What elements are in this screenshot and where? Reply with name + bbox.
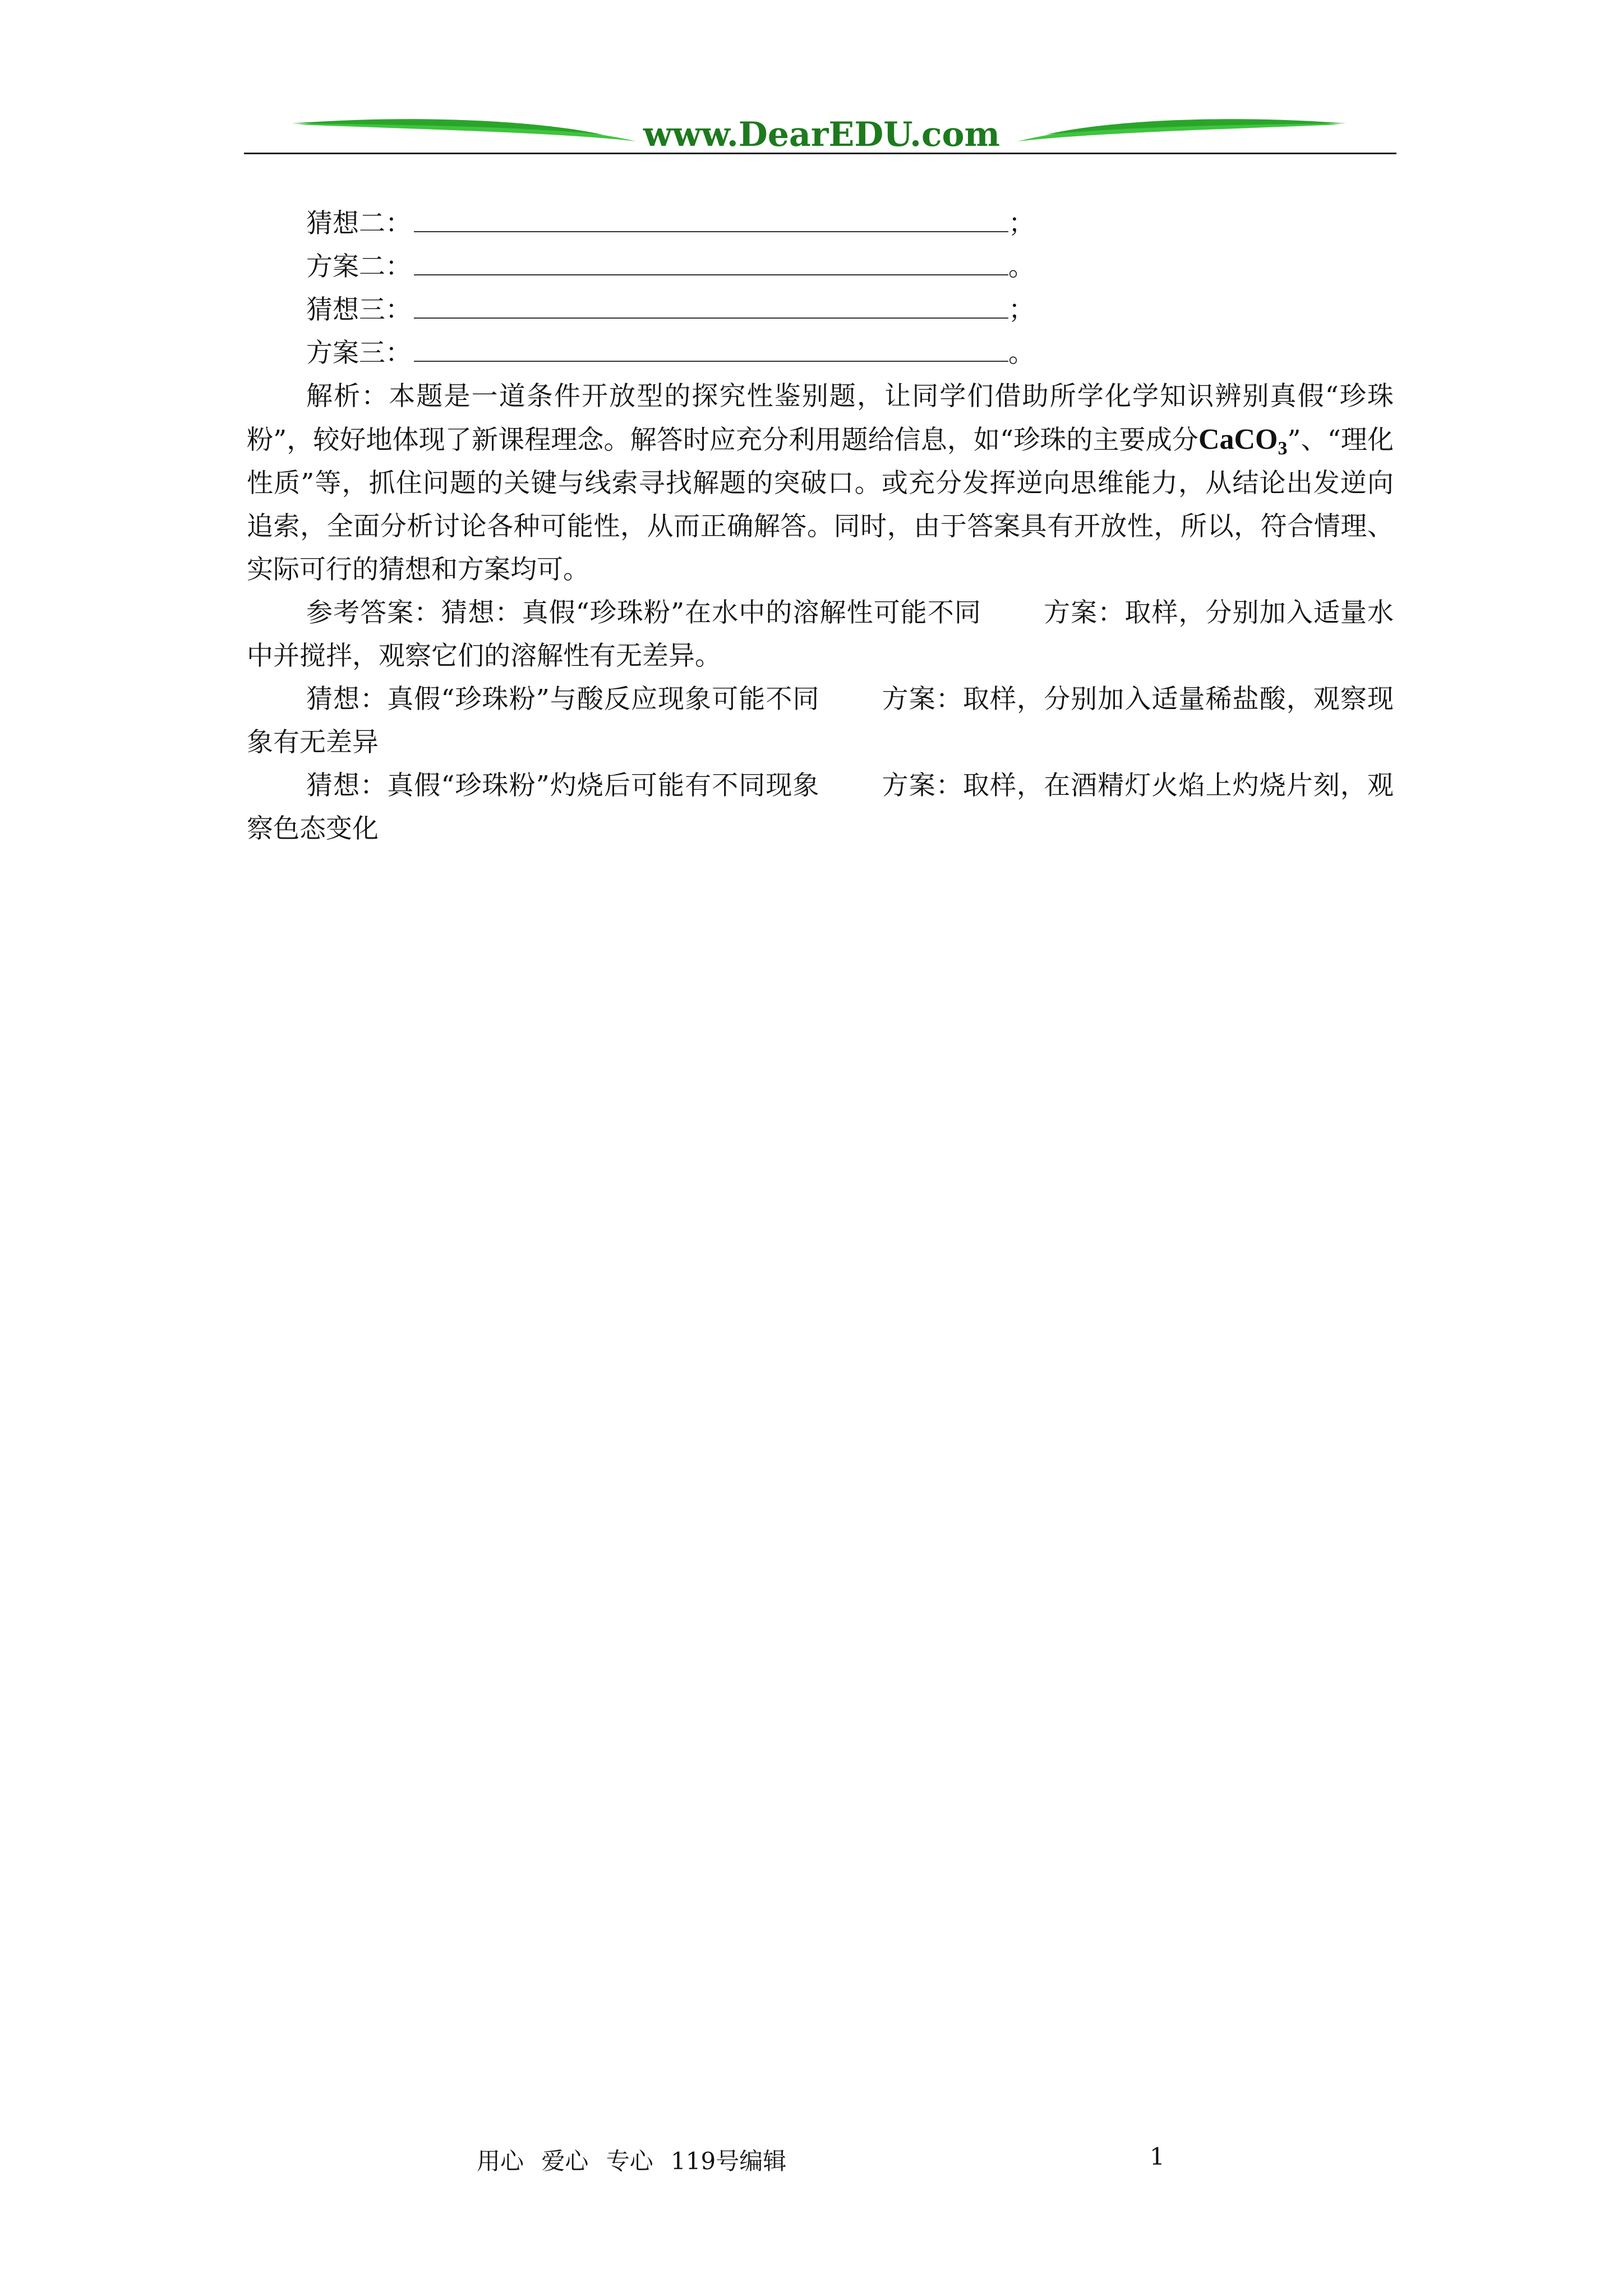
answer-plan: 方案：取样，在酒精灯火焰上灼烧片刻，观察色态变化 bbox=[247, 770, 1394, 844]
fill-in-label: 猜想三： bbox=[306, 295, 412, 325]
site-logo-banner bbox=[244, 112, 1396, 157]
logo-swoosh-graphic bbox=[244, 112, 1396, 157]
answer-paragraph bbox=[247, 591, 1394, 678]
fill-in-label: 猜想二： bbox=[306, 208, 412, 239]
answer-guess: 猜想：真假“珍珠粉”灼烧后可能有不同现象 bbox=[306, 770, 820, 801]
footer-credit: 用心 爱心 专心 119号编辑 bbox=[477, 2147, 787, 2175]
answer-blank bbox=[414, 335, 1008, 362]
answer-guess: 参考答案：猜想：真假“珍珠粉”在水中的溶解性可能不同 bbox=[306, 597, 982, 628]
formula-subscript: 3 bbox=[1278, 438, 1288, 459]
fill-in-line bbox=[247, 245, 1394, 288]
formula-main: CaCO bbox=[1198, 424, 1278, 455]
answer-blank bbox=[414, 205, 1008, 232]
fill-in-end: 。 bbox=[1008, 251, 1035, 282]
fill-in-end: ； bbox=[1008, 208, 1035, 239]
analysis-text-1: 解析：本题是一道条件开放型的探究性鉴别题，让同学们借助所学化学知识辨别真假“珍珠粉”，较好地体现了新课程理念。解答时应充分利用题给信息，如“珍珠的主要成分 bbox=[247, 381, 1394, 455]
answer-plan: 方案：取样，分别加入适量稀盐酸，观察现象有无差异 bbox=[247, 684, 1394, 758]
answer-blank bbox=[414, 292, 1008, 319]
fill-in-end: 。 bbox=[1008, 338, 1035, 369]
fill-in-label: 方案三： bbox=[306, 338, 412, 369]
analysis-paragraph bbox=[247, 375, 1394, 591]
fill-in-line bbox=[247, 202, 1394, 245]
answer-paragraph bbox=[247, 678, 1394, 764]
document-body bbox=[247, 202, 1394, 850]
logo-text: www.DearEDU.com bbox=[643, 115, 1000, 154]
fill-in-line bbox=[247, 288, 1394, 332]
chemical-formula bbox=[1198, 424, 1288, 459]
page-number: 1 bbox=[1150, 2143, 1165, 2170]
analysis-text-2: ”、“理化性质”等，抓住问题的关键与线索寻找解题的突破口。或充分发挥逆向思维能力，从结论出发逆向追索，全面分析讨论各种可能性，从而正确解答。同时，由于答案具有开放性，所以，符合情理、实际可行的猜想和方案均可。 bbox=[247, 425, 1394, 585]
fill-in-label: 方案二： bbox=[306, 251, 412, 282]
answer-guess: 猜想：真假“珍珠粉”与酸反应现象可能不同 bbox=[306, 684, 820, 715]
answer-plan: 方案：取样，分别加入适量水中并搅拌，观察它们的溶解性有无差异。 bbox=[247, 597, 1394, 671]
fill-in-line bbox=[247, 332, 1394, 375]
answer-blank bbox=[414, 249, 1008, 275]
answer-paragraph bbox=[247, 764, 1394, 850]
fill-in-end: ； bbox=[1008, 295, 1035, 325]
header-rule bbox=[244, 153, 1396, 154]
